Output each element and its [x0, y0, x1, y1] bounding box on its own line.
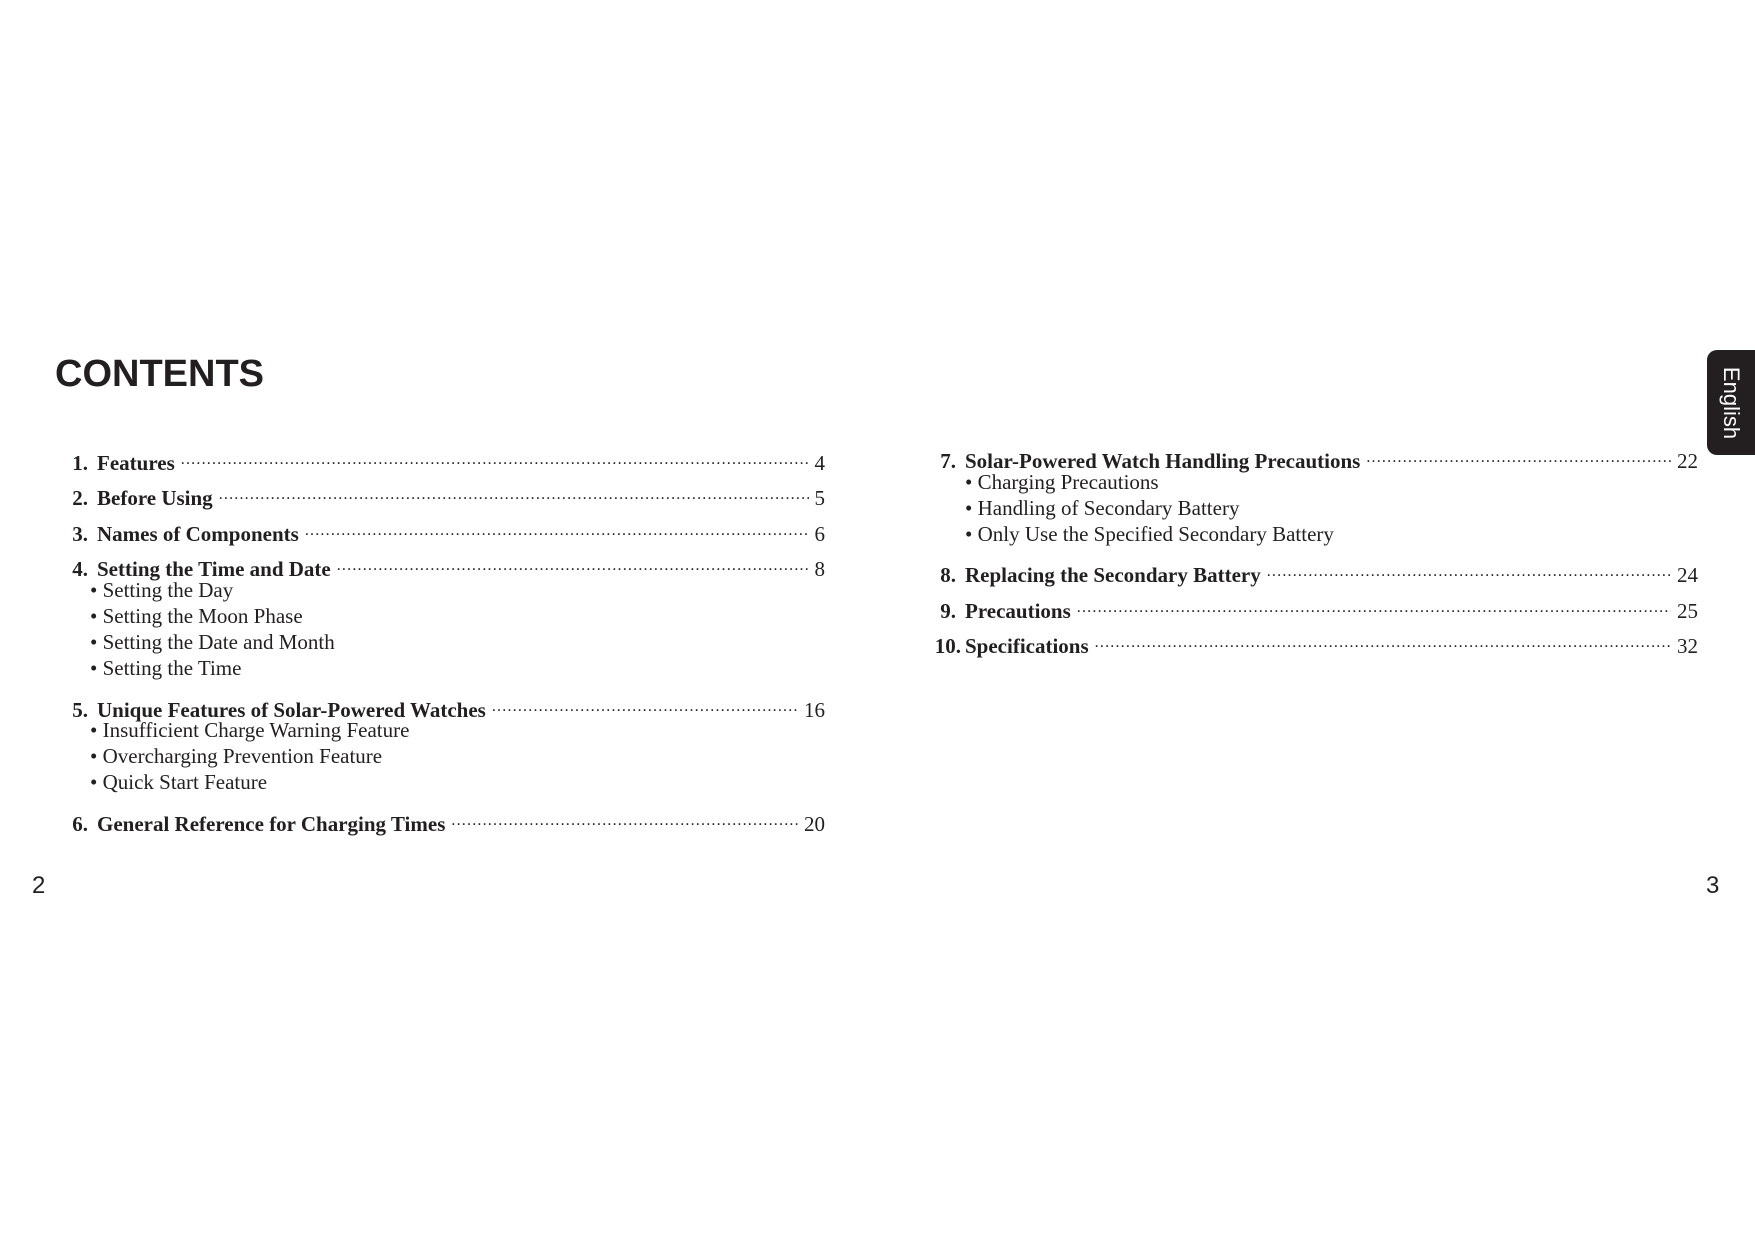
page-number-right: 3	[1706, 872, 1720, 899]
dot-leader	[1366, 442, 1671, 468]
toc-entry-page: 20	[804, 812, 825, 836]
toc-entry-title: Precautions	[965, 599, 1071, 623]
toc-entry-page: 25	[1677, 599, 1698, 623]
page-title: CONTENTS	[55, 353, 264, 395]
toc-subitem: • Insufficient Charge Warning Feature	[90, 718, 410, 742]
toc-entry-names-of-components[interactable]	[63, 515, 825, 547]
toc-entry-page: 22	[1677, 449, 1698, 473]
toc-entry-title: Replacing the Secondary Battery	[965, 563, 1261, 587]
toc-subitem: • Overcharging Prevention Feature	[90, 744, 383, 768]
toc-subitem: • Setting the Time	[90, 656, 242, 680]
toc-entry-number: 5.	[72, 698, 88, 722]
toc-entry-number: 6.	[72, 812, 88, 836]
dot-leader	[1267, 556, 1671, 582]
page-number-left: 2	[32, 872, 46, 899]
toc-entry-title: Setting the Time and Date	[97, 557, 331, 581]
toc-subitem: • Handling of Secondary Battery	[965, 496, 1240, 520]
toc-subitem: • Setting the Day	[90, 578, 234, 602]
toc-entry-page: 24	[1677, 563, 1698, 587]
toc-entry-number: 2.	[72, 486, 88, 510]
toc-entry-number: 4.	[72, 557, 88, 581]
toc-entry-replacing-battery[interactable]	[934, 556, 1698, 588]
toc-entry-page: 8	[814, 557, 825, 581]
language-tab-label: English	[1719, 366, 1744, 439]
toc-subitem: • Setting the Moon Phase	[90, 604, 303, 628]
toc-entry-page: 32	[1677, 634, 1698, 658]
dot-leader	[337, 550, 809, 576]
toc-entry-title: Names of Components	[97, 522, 299, 546]
language-tab[interactable]	[1707, 350, 1755, 455]
toc-entry-page: 16	[804, 698, 825, 722]
toc-entry-title: Unique Features of Solar-Powered Watches	[97, 698, 486, 722]
toc-subitem: • Charging Precautions	[965, 470, 1159, 494]
toc-entry-title: General Reference for Charging Times	[97, 812, 446, 836]
dot-leader	[1095, 627, 1671, 653]
dot-leader	[219, 479, 809, 505]
toc-entry-page: 6	[814, 522, 825, 546]
dot-leader	[1077, 592, 1671, 618]
toc-entry-number: 1.	[72, 451, 88, 475]
toc-entry-title: Features	[97, 451, 175, 475]
toc-entry-number: 10.	[934, 634, 961, 658]
toc-entry-features[interactable]	[63, 444, 825, 476]
toc-subitem: • Only Use the Specified Secondary Battery	[965, 522, 1334, 546]
toc-entry-number: 7.	[940, 449, 956, 473]
toc-entry-number: 9.	[940, 599, 956, 623]
dot-leader	[492, 691, 798, 717]
dot-leader	[305, 515, 809, 541]
toc-entry-precautions[interactable]	[934, 592, 1698, 624]
toc-entry-title: Specifications	[965, 634, 1089, 658]
dot-leader	[451, 805, 798, 831]
dot-leader	[181, 444, 809, 470]
toc-subitem: • Setting the Date and Month	[90, 630, 335, 654]
toc-entry-number: 3.	[72, 522, 88, 546]
toc-entry-charging-times[interactable]	[63, 805, 825, 837]
toc-entry-before-using[interactable]	[63, 479, 825, 511]
toc-entry-title: Solar-Powered Watch Handling Precautions	[965, 449, 1361, 473]
toc-entry-page: 5	[814, 486, 825, 510]
toc-entry-number: 8.	[940, 563, 956, 587]
toc-entry-title: Before Using	[97, 486, 213, 510]
toc-entry-page: 4	[814, 451, 825, 475]
toc-entry-specifications[interactable]	[928, 627, 1698, 659]
toc-subitem: • Quick Start Feature	[90, 770, 268, 794]
